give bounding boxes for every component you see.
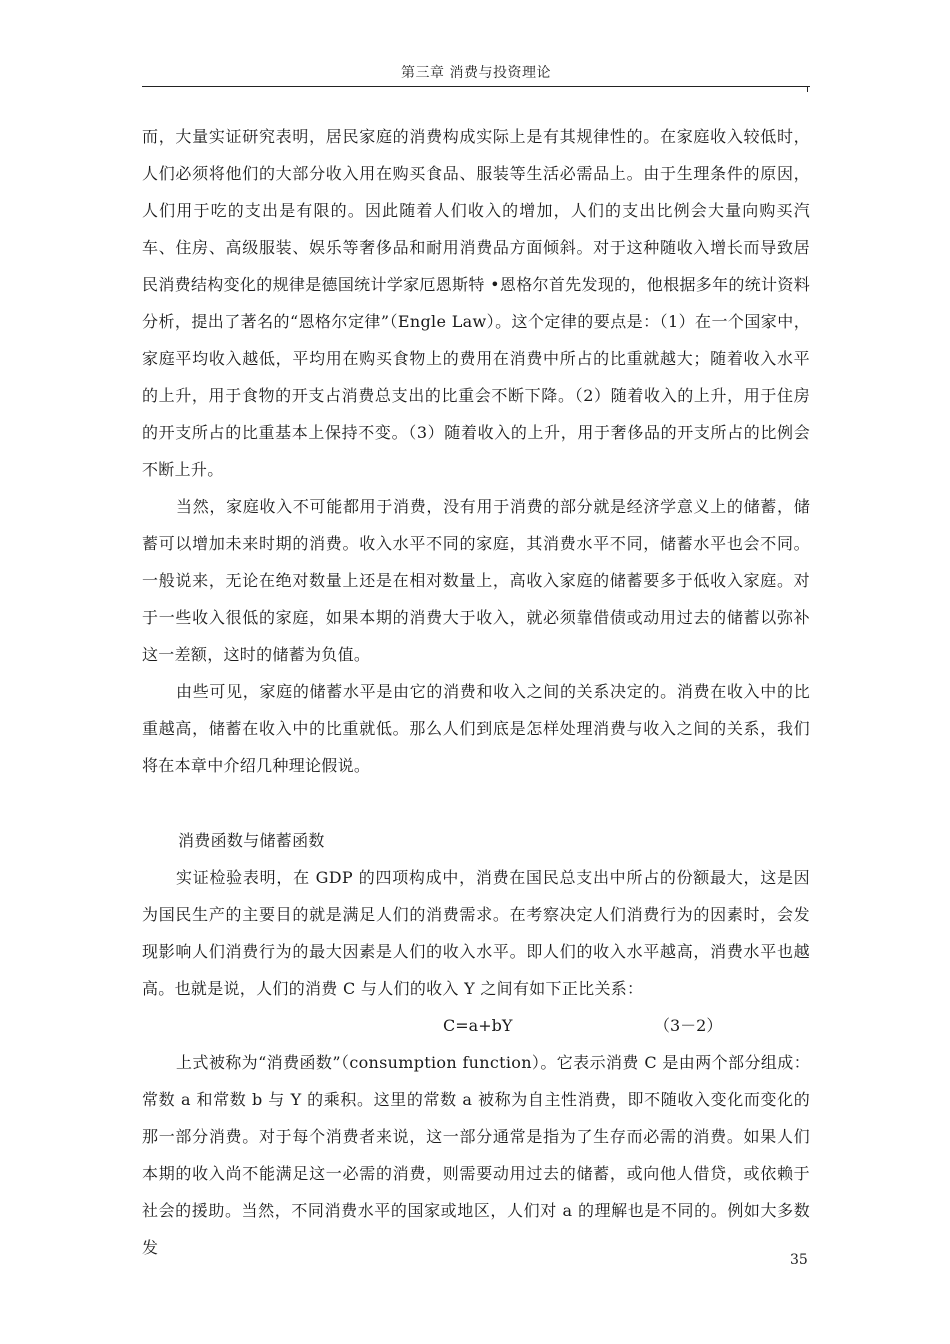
- header-rule-tick: [807, 86, 808, 92]
- paragraph-engel-law: 而，大量实证研究表明，居民家庭的消费构成实际上是有其规律性的。在家庭收入较低时，人们必须将他们的大部分收入用在购买食品、服装等生活必需品上。由于生理条件的原因，人们用于吃的支出是有限的。因此随着人们收入的增加，人们的支出比例会大量向购买汽车、住房、高级服装、娱乐等奢侈品和耐用消费品方面倾斜。对于这种随收入增长而导致居民消费结构变化的规律是德国统计学家厄恩斯特 •恩格尔首先发现的，他根据多年的统计资料分析，提出了著名的“恩格尔定律”（Engle Law）。这个定律的要点是：（1）在一个国家中，家庭平均收入越低，平均用在购买食物上的费用在消费中所占的比重就越大；随着收入水平的上升，用于食物的开支占消费总支出的比重会不断下降。（2）随着收入的上升，用于住房的开支所占的比重基本上保持不变。（3）随着收入的上升，用于奢侈品的开支所占的比例会不断上升。: [142, 127, 810, 479]
- paragraph-savings: 当然，家庭收入不可能都用于消费，没有用于消费的部分就是经济学意义上的储蓄，储蓄可以增加未来时期的消费。收入水平不同的家庭，其消费水平不同，储蓄水平也会不同。一般说来，无论在绝对数量上还是在相对数量上，高收入家庭的储蓄要多于低收入家庭。对于一些收入很低的家庭，如果本期的消费大于收入，就必须靠借债或动用过去的储蓄以弥补这一差额，这时的储蓄为负值。: [142, 497, 810, 664]
- formula-number: （3－2）: [654, 1016, 723, 1035]
- section-heading: 消费函数与储蓄函数: [178, 831, 325, 850]
- section-spacer: [142, 784, 810, 822]
- formula: C=a+bY: [443, 1016, 513, 1035]
- header-rule: [142, 86, 810, 87]
- running-header: 第三章 消费与投资理论: [401, 65, 551, 81]
- paragraph-consumption-function: 上式被称为“消费函数”（consumption function）。它表示消费 C 是由两个部分组成：常数 a 和常数 b 与 Y 的乘积。这里的常数 a 被称为自主性消费，即不随收入变化而变化的那一部分消费。对于每个消费者来说，这一部分通常是指为了生存而必需的消费。如果人们本期的收入尚不能满足这一必需的消费，则需要动用过去的储蓄，或向他人借贷，或依赖于社会的援助。当然，不同消费水平的国家或地区，人们对 a 的理解也是不同的。例如大多数发: [142, 1053, 810, 1257]
- paragraph-consumption-evidence: 实证检验表明，在 GDP 的四项构成中，消费在国民总支出中所占的份额最大，这是因为国民生产的主要目的就是满足人们的消费需求。在考察决定人们消费行为的因素时，会发现影响人们消费行为的最大因素是人们的收入水平。即人们的收入水平越高，消费水平也越高。也就是说，人们的消费 C 与人们的收入 Y 之间有如下正比关系：: [142, 868, 810, 998]
- formula-row: [142, 1007, 810, 1044]
- paragraph-savings-level: 由些可见，家庭的储蓄水平是由它的消费和收入之间的关系决定的。消费在收入中的比重越高，储蓄在收入中的比重就低。那么人们到底是怎样处理消费与收入之间的关系，我们将在本章中介绍几种理论假说。: [142, 682, 810, 775]
- page-number: 35: [790, 1252, 808, 1268]
- body-text: [142, 118, 810, 1266]
